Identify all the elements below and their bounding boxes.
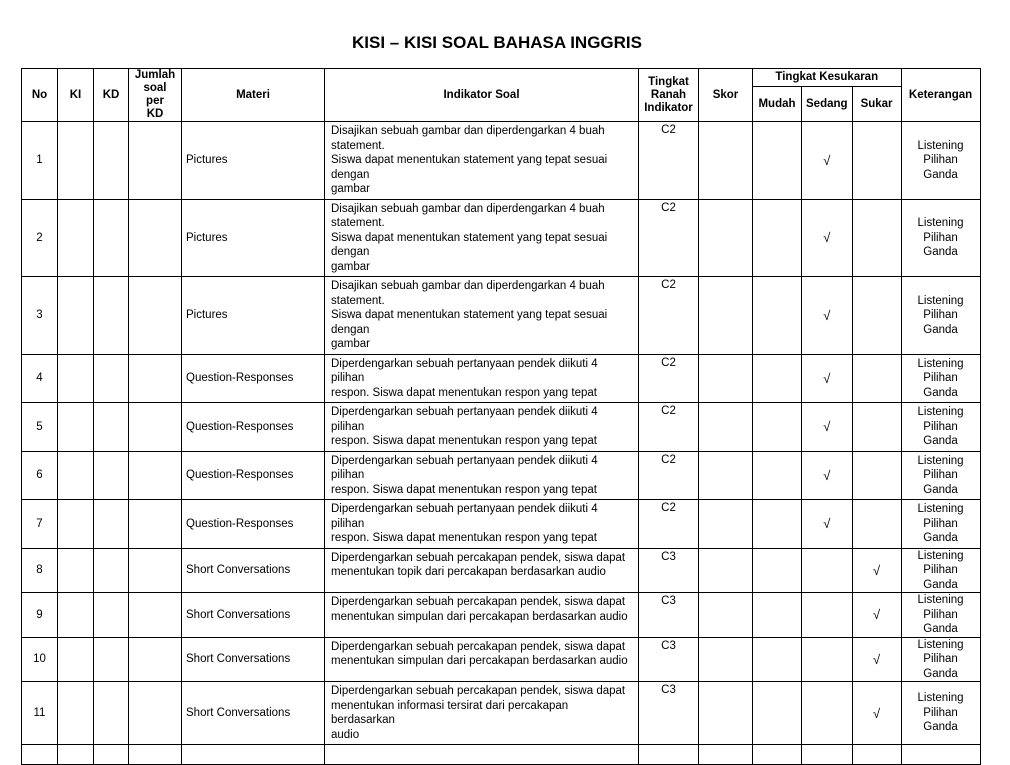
- cell-keterangan: Listening Pilihan Ganda: [901, 122, 980, 200]
- cell-kd: [94, 277, 129, 355]
- table-row: [22, 277, 981, 355]
- cell-sedang: √: [802, 403, 853, 452]
- cell-materi: Pictures: [182, 277, 325, 355]
- cell-indikator: Diperdengarkan sebuah percakapan pendek, siswa dapat menentukan simpulan dari percakapan berdasarkan audio: [325, 637, 639, 682]
- cell-indikator: Disajikan sebuah gambar dan diperdengarkan 4 buah statement. Siswa dapat menentukan statement yang tepat sesuai dengan gambar: [325, 122, 639, 200]
- header-ki: KI: [58, 69, 94, 122]
- cell-keterangan: Listening Pilihan Ganda: [901, 637, 980, 682]
- cell-ki: [58, 637, 94, 682]
- table-row: [22, 500, 981, 549]
- cell-ki: [58, 451, 94, 500]
- document-title: KISI – KISI SOAL BAHASA INGGRIS: [352, 33, 642, 52]
- table-row: [22, 745, 981, 765]
- cell-kd: [94, 593, 129, 638]
- cell-keterangan: Listening Pilihan Ganda: [901, 682, 980, 745]
- table-row: [22, 637, 981, 682]
- cell-sedang: √: [802, 277, 853, 355]
- cell-ranah: C2: [639, 354, 699, 403]
- cell-jumlah: [129, 593, 182, 638]
- cell-sukar: [852, 451, 901, 500]
- header-tingkat-kesukaran: Tingkat Kesukaran: [753, 69, 902, 87]
- cell-no: 1: [22, 122, 58, 200]
- cell-keterangan: [901, 745, 980, 765]
- cell-keterangan: Listening Pilihan Ganda: [901, 354, 980, 403]
- cell-ranah: C3: [639, 682, 699, 745]
- cell-ki: [58, 745, 94, 765]
- cell-ki: [58, 682, 94, 745]
- cell-ranah: C2: [639, 199, 699, 277]
- cell-jumlah: [129, 199, 182, 277]
- cell-skor: [699, 500, 753, 549]
- cell-ki: [58, 277, 94, 355]
- cell-indikator: Diperdengarkan sebuah pertanyaan pendek diikuti 4 pilihan respon. Siswa dapat menentukan respon yang tepat: [325, 403, 639, 452]
- cell-ki: [58, 122, 94, 200]
- table-row: [22, 354, 981, 403]
- cell-jumlah: [129, 403, 182, 452]
- cell-mudah: [753, 403, 802, 452]
- cell-mudah: [753, 199, 802, 277]
- cell-sukar: √: [852, 682, 901, 745]
- cell-mudah: [753, 122, 802, 200]
- cell-jumlah: [129, 277, 182, 355]
- cell-materi: Question-Responses: [182, 354, 325, 403]
- cell-mudah: [753, 500, 802, 549]
- cell-sukar: [852, 745, 901, 765]
- cell-kd: [94, 451, 129, 500]
- header-keterangan: Keterangan: [901, 69, 980, 122]
- cell-skor: [699, 637, 753, 682]
- cell-no: 2: [22, 199, 58, 277]
- cell-materi: Question-Responses: [182, 403, 325, 452]
- cell-ranah: C3: [639, 637, 699, 682]
- cell-mudah: [753, 682, 802, 745]
- cell-sukar: [852, 199, 901, 277]
- cell-ranah: [639, 745, 699, 765]
- cell-jumlah: [129, 548, 182, 593]
- header-mudah: Mudah: [753, 87, 802, 122]
- cell-no: 8: [22, 548, 58, 593]
- cell-jumlah: [129, 637, 182, 682]
- cell-ranah: C2: [639, 122, 699, 200]
- cell-keterangan: Listening Pilihan Ganda: [901, 548, 980, 593]
- table-row: [22, 403, 981, 452]
- cell-jumlah: [129, 682, 182, 745]
- cell-sukar: √: [852, 593, 901, 638]
- cell-skor: [699, 548, 753, 593]
- cell-jumlah: [129, 451, 182, 500]
- cell-sedang: √: [802, 451, 853, 500]
- kisi-table: [21, 68, 981, 765]
- header-tingkat-ranah: Tingkat Ranah Indikator: [639, 69, 699, 122]
- cell-materi: Question-Responses: [182, 451, 325, 500]
- cell-mudah: [753, 593, 802, 638]
- header-materi: Materi: [182, 69, 325, 122]
- cell-indikator: [325, 745, 639, 765]
- cell-sukar: [852, 354, 901, 403]
- cell-indikator: Diperdengarkan sebuah percakapan pendek, siswa dapat menentukan simpulan dari percakapan berdasarkan audio: [325, 593, 639, 638]
- cell-ranah: C2: [639, 403, 699, 452]
- cell-materi: Short Conversations: [182, 682, 325, 745]
- cell-sedang: [802, 745, 853, 765]
- cell-materi: Short Conversations: [182, 548, 325, 593]
- table-body: [22, 122, 981, 765]
- cell-materi: Short Conversations: [182, 637, 325, 682]
- header-sedang: Sedang: [802, 87, 853, 122]
- cell-sedang: √: [802, 500, 853, 549]
- cell-keterangan: Listening Pilihan Ganda: [901, 403, 980, 452]
- table-row: [22, 122, 981, 200]
- cell-no: 11: [22, 682, 58, 745]
- cell-indikator: Diperdengarkan sebuah pertanyaan pendek diikuti 4 pilihan respon. Siswa dapat menentukan respon yang tepat: [325, 451, 639, 500]
- cell-ki: [58, 403, 94, 452]
- cell-ranah: C3: [639, 548, 699, 593]
- cell-no: 5: [22, 403, 58, 452]
- cell-materi: Pictures: [182, 122, 325, 200]
- cell-sedang: [802, 637, 853, 682]
- header-row: [22, 69, 981, 87]
- cell-no: 3: [22, 277, 58, 355]
- cell-no: 7: [22, 500, 58, 549]
- cell-kd: [94, 403, 129, 452]
- cell-kd: [94, 548, 129, 593]
- cell-jumlah: [129, 122, 182, 200]
- cell-ranah: C2: [639, 500, 699, 549]
- cell-ki: [58, 199, 94, 277]
- table-row: [22, 548, 981, 593]
- cell-jumlah: [129, 500, 182, 549]
- cell-sedang: √: [802, 199, 853, 277]
- header-sukar: Sukar: [852, 87, 901, 122]
- cell-no: [22, 745, 58, 765]
- cell-indikator: Diperdengarkan sebuah pertanyaan pendek diikuti 4 pilihan respon. Siswa dapat menentukan respon yang tepat: [325, 500, 639, 549]
- cell-ki: [58, 354, 94, 403]
- cell-indikator: Disajikan sebuah gambar dan diperdengarkan 4 buah statement. Siswa dapat menentukan statement yang tepat sesuai dengan gambar: [325, 277, 639, 355]
- cell-ranah: C2: [639, 277, 699, 355]
- cell-kd: [94, 354, 129, 403]
- cell-skor: [699, 451, 753, 500]
- cell-ki: [58, 548, 94, 593]
- cell-materi: Question-Responses: [182, 500, 325, 549]
- cell-sedang: √: [802, 122, 853, 200]
- cell-sukar: √: [852, 637, 901, 682]
- cell-mudah: [753, 637, 802, 682]
- cell-skor: [699, 354, 753, 403]
- table-row: [22, 199, 981, 277]
- cell-sedang: √: [802, 354, 853, 403]
- cell-keterangan: Listening Pilihan Ganda: [901, 199, 980, 277]
- cell-skor: [699, 122, 753, 200]
- cell-indikator: Diperdengarkan sebuah pertanyaan pendek diikuti 4 pilihan respon. Siswa dapat menentukan respon yang tepat: [325, 354, 639, 403]
- header-kd: KD: [94, 69, 129, 122]
- cell-keterangan: Listening Pilihan Ganda: [901, 500, 980, 549]
- cell-skor: [699, 682, 753, 745]
- header-no: No: [22, 69, 58, 122]
- cell-no: 10: [22, 637, 58, 682]
- cell-kd: [94, 199, 129, 277]
- cell-kd: [94, 500, 129, 549]
- cell-kd: [94, 637, 129, 682]
- cell-materi: [182, 745, 325, 765]
- cell-jumlah: [129, 745, 182, 765]
- cell-sedang: [802, 593, 853, 638]
- cell-keterangan: Listening Pilihan Ganda: [901, 451, 980, 500]
- cell-ki: [58, 500, 94, 549]
- cell-skor: [699, 277, 753, 355]
- cell-materi: Short Conversations: [182, 593, 325, 638]
- header-jumlah-soal: Jumlah soal per KD: [129, 69, 182, 122]
- cell-sukar: √: [852, 548, 901, 593]
- header-skor: Skor: [699, 69, 753, 122]
- cell-jumlah: [129, 354, 182, 403]
- table-row: [22, 593, 981, 638]
- cell-kd: [94, 122, 129, 200]
- cell-skor: [699, 403, 753, 452]
- cell-indikator: Diperdengarkan sebuah percakapan pendek, siswa dapat menentukan topik dari percakapan berdasarkan audio: [325, 548, 639, 593]
- header-indikator-soal: Indikator Soal: [325, 69, 639, 122]
- cell-sukar: [852, 277, 901, 355]
- cell-sukar: [852, 500, 901, 549]
- cell-skor: [699, 199, 753, 277]
- cell-keterangan: Listening Pilihan Ganda: [901, 593, 980, 638]
- cell-keterangan: Listening Pilihan Ganda: [901, 277, 980, 355]
- cell-kd: [94, 745, 129, 765]
- cell-sukar: [852, 403, 901, 452]
- cell-sedang: [802, 548, 853, 593]
- cell-sukar: [852, 122, 901, 200]
- cell-mudah: [753, 451, 802, 500]
- cell-mudah: [753, 277, 802, 355]
- cell-no: 6: [22, 451, 58, 500]
- cell-mudah: [753, 354, 802, 403]
- cell-skor: [699, 745, 753, 765]
- cell-ranah: C3: [639, 593, 699, 638]
- cell-mudah: [753, 548, 802, 593]
- cell-sedang: [802, 682, 853, 745]
- cell-ranah: C2: [639, 451, 699, 500]
- cell-ki: [58, 593, 94, 638]
- cell-skor: [699, 593, 753, 638]
- cell-indikator: Diperdengarkan sebuah percakapan pendek, siswa dapat menentukan informasi tersirat dari percakapan berdasarkan audio: [325, 682, 639, 745]
- cell-indikator: Disajikan sebuah gambar dan diperdengarkan 4 buah statement. Siswa dapat menentukan statement yang tepat sesuai dengan gambar: [325, 199, 639, 277]
- cell-no: 4: [22, 354, 58, 403]
- cell-kd: [94, 682, 129, 745]
- table-row: [22, 682, 981, 745]
- cell-mudah: [753, 745, 802, 765]
- table-row: [22, 451, 981, 500]
- cell-no: 9: [22, 593, 58, 638]
- cell-materi: Pictures: [182, 199, 325, 277]
